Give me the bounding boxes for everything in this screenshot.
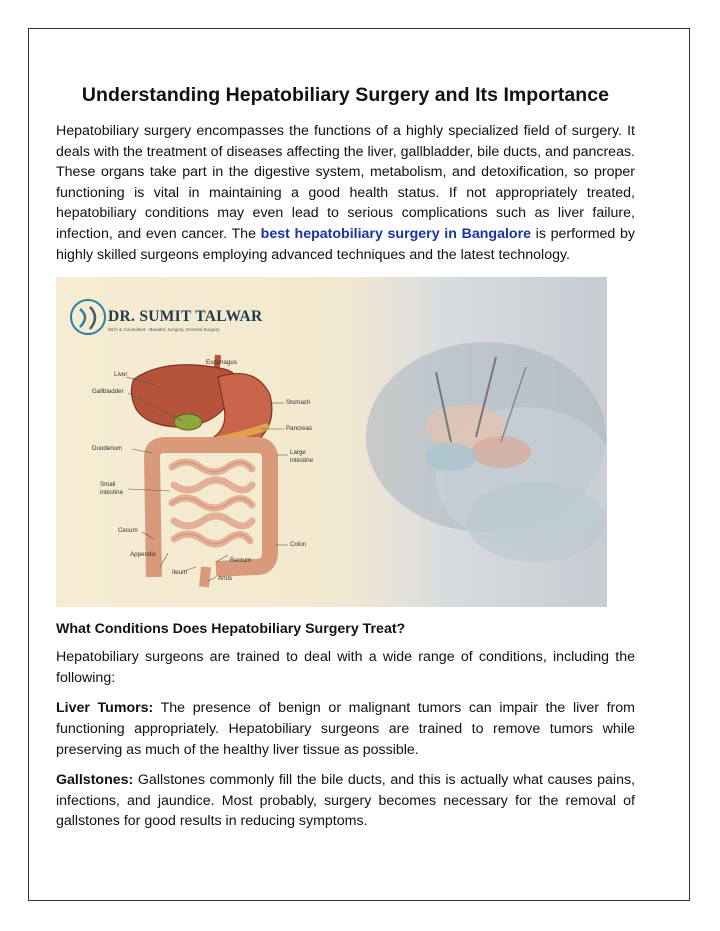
condition-term: Gallstones: <box>56 772 134 789</box>
logo-name: DR. SUMIT TALWAR <box>108 308 263 326</box>
hepatobiliary-surgery-link[interactable]: best hepatobiliary surgery in Bangalore <box>260 225 531 242</box>
label-large-intestine-2: intestine <box>290 457 314 465</box>
section-heading: What Conditions Does Hepatobiliary Surgery Treat? <box>56 621 406 638</box>
label-rectum: Rectum <box>230 557 252 565</box>
condition-text: Gallstones commonly fill the bile ducts, and this is actually what causes pains, infections, and jaundice. Most probably, surgery becomes necessary for the removal of gallstones for good results in reducing symptoms. <box>56 772 635 830</box>
label-pancreas: Pancreas <box>286 425 313 433</box>
condition-gallstones <box>56 770 635 832</box>
condition-term: Liver Tumors: <box>56 700 154 717</box>
logo-subtitle: MCh & Consultant - Bariatric Surgery, General Surgery <box>108 327 220 333</box>
intro-paragraph <box>56 121 635 265</box>
document-title: Understanding Hepatobiliary Surgery and Its Importance <box>81 84 610 106</box>
document-content <box>56 84 635 842</box>
label-appendix: Appendix <box>130 551 156 559</box>
label-colon: Colon <box>290 541 307 549</box>
label-stomach: Stomach <box>286 399 311 407</box>
label-small-intestine-2: intestine <box>100 489 124 497</box>
label-duodenum: Duodenum <box>92 445 123 453</box>
label-anus: Anus <box>218 575 233 583</box>
surgery-photo <box>366 342 607 562</box>
anatomy-figure <box>56 277 607 607</box>
condition-liver-tumors <box>56 698 635 760</box>
label-small-intestine-1: Small <box>100 481 116 489</box>
label-liver: Liver <box>114 371 128 379</box>
section-intro: Hepatobiliary surgeons are trained to deal with a wide range of conditions, including the following: <box>56 649 635 686</box>
logo-icon <box>71 300 105 334</box>
label-cecum: Cecum <box>118 527 138 535</box>
label-ileum: Ileum <box>172 569 188 577</box>
label-large-intestine-1: Large <box>290 449 306 457</box>
intro-text-before: Hepatobiliary surgery encompasses the functions of a highly specialized field of surgery. It deals with the treatment of diseases affecting the liver, gallbladder, bile ducts, and pancreas. These organs take part in the digestive system, metabolism, and detoxification, so proper functioning is vital in maintaining a good health status. If not appropriately treated, hepatobiliary conditions may even lead to serious complications such as liver failure, infection, and even cancer. The <box>56 123 635 242</box>
label-gallbladder: Gallbladder <box>92 388 124 396</box>
intro-text-after: is performed by highly skilled surgeons employing advanced techniques and the latest technology. <box>56 225 635 263</box>
condition-text: The presence of benign or malignant tumors can impair the liver from functioning appropriately. Hepatobiliary surgeons are trained to remove tumors while preserving as much of the healthy liver tissue as possible. <box>56 700 635 758</box>
label-esophagus: Esophagus <box>206 359 237 367</box>
